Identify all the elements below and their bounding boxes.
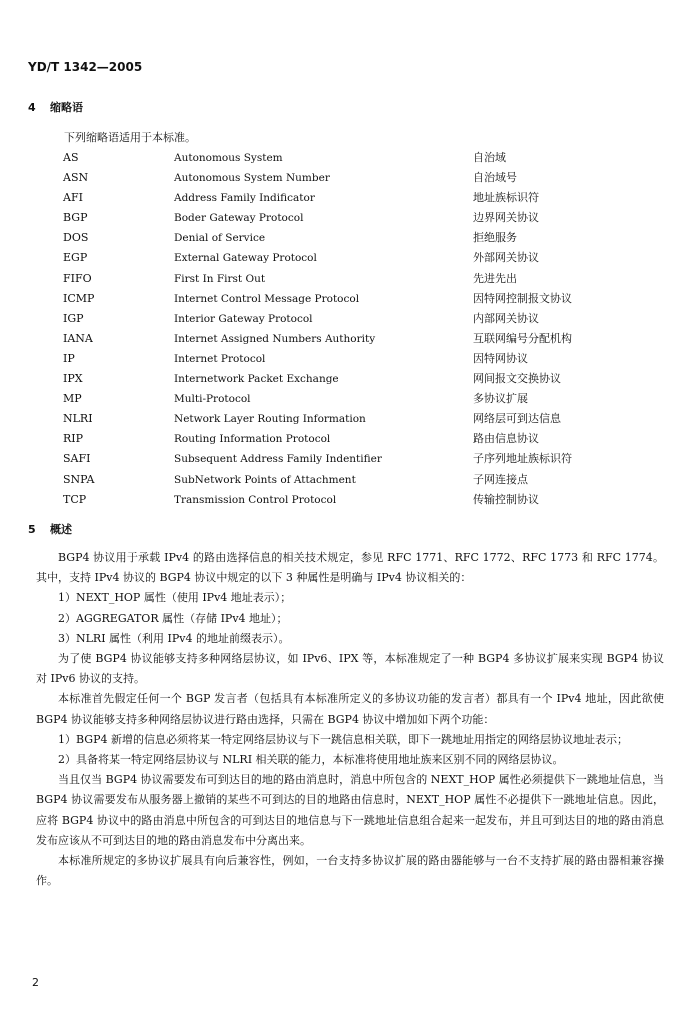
chinese-term-cell: 自治域	[473, 151, 506, 164]
english-term-cell: Boder Gateway Protocol	[174, 212, 304, 225]
abbreviation-cell: MP	[63, 392, 82, 406]
section-5-number: 5	[28, 523, 36, 536]
chinese-term-cell: 内部网关协议	[473, 311, 539, 325]
list-item: 3）NLRI 属性（利用 IPv4 的地址前缀表示）。	[58, 631, 290, 645]
abbreviations-intro: 下列缩略语适用于本标准。	[64, 131, 196, 144]
list-item: 2）AGGREGATOR 属性（存储 IPv4 地址）；	[58, 611, 288, 625]
abbreviation-cell: ASN	[63, 171, 89, 185]
overview-paragraph: 为了使 BGP4 协议能够支持多种网络层协议，如 IPv6、IPX 等，本标准规定了一种 BGP4 多协议扩展来实现 BGP4 协议对 IPv6 协议的支持。	[36, 652, 664, 686]
overview-paragraph: 本标准所规定的多协议扩展具有向后兼容性，例如，一台支持多协议扩展的路由器能够与一台不支持扩展的路由器相兼容操作。	[36, 854, 664, 888]
chinese-term-cell: 传输控制协议	[473, 492, 539, 506]
english-term-cell: Autonomous System	[174, 152, 283, 164]
chinese-term-cell: 多协议扩展	[473, 392, 528, 406]
abbreviation-cell: IPX	[63, 372, 83, 386]
chinese-term-cell: 先进先出	[473, 271, 517, 285]
document-code-header: YD/T 1342—2005	[28, 60, 143, 74]
english-term-cell: Routing Information Protocol	[174, 433, 331, 446]
english-term-cell: Internetwork Packet Exchange	[174, 373, 339, 386]
chinese-term-cell: 边界网关协议	[473, 211, 539, 225]
abbreviation-cell: DOS	[63, 231, 89, 245]
english-term-cell: Denial of Service	[174, 232, 266, 245]
abbreviation-cell: ICMP	[63, 291, 95, 305]
chinese-term-cell: 互联网编号分配机构	[473, 331, 572, 345]
list-item: 1）NEXT_HOP 属性（使用 IPv4 地址表示）；	[58, 591, 292, 605]
abbreviation-cell: BGP	[63, 211, 88, 225]
section-5-title: 概述	[50, 523, 72, 536]
section-4-number: 4	[28, 101, 36, 114]
abbreviation-cell: SAFI	[63, 452, 91, 466]
abbreviation-cell: AFI	[63, 191, 83, 205]
abbreviation-cell: AS	[63, 151, 79, 164]
chinese-term-cell: 路由信息协议	[473, 432, 539, 446]
abbreviation-cell: NLRI	[63, 412, 93, 426]
abbreviation-cell: TCP	[63, 492, 87, 506]
abbreviation-cell: EGP	[63, 251, 88, 265]
chinese-term-cell: 自治域号	[473, 171, 517, 185]
overview-body	[36, 548, 664, 891]
abbreviation-cell: RIP	[63, 432, 84, 446]
english-term-cell: Internet Control Message Protocol	[174, 292, 360, 305]
page-number: 2	[32, 976, 39, 989]
chinese-term-cell: 子网连接点	[473, 472, 528, 486]
chinese-term-cell: 因特网协议	[473, 351, 528, 365]
chinese-term-cell: 地址族标识符	[473, 191, 539, 205]
english-term-cell: External Gateway Protocol	[174, 252, 317, 265]
english-term-cell: Internet Assigned Numbers Authority	[174, 332, 376, 345]
abbreviation-cell: IANA	[63, 331, 93, 345]
chinese-term-cell: 子序列地址族标识符	[473, 452, 572, 466]
abbreviation-cell: SNPA	[63, 472, 95, 486]
english-term-cell: Interior Gateway Protocol	[174, 312, 313, 325]
overview-paragraph: BGP4 协议用于承载 IPv4 的路由选择信息的相关技术规定，参见 RFC 1771、RFC 1772、RFC 1773 和 RFC 1774。其中，支持 IPv4 协议的 BGP4 协议中规定的以下 3 种属性是明确与 IPv4 协议相关的：	[36, 551, 664, 585]
english-term-cell: Subsequent Address Family Indentifier	[174, 453, 382, 466]
section-4-title: 缩略语	[50, 101, 83, 114]
english-term-cell: Address Family Indificator	[174, 192, 315, 205]
section-4-heading	[28, 99, 83, 115]
chinese-term-cell: 外部网关协议	[473, 251, 539, 265]
chinese-term-cell: 网络层可到达信息	[473, 412, 561, 426]
overview-paragraph: 当且仅当 BGP4 协议需要发布可到达目的地的路由消息时，消息中所包含的 NEXT_HOP 属性必须提供下一跳地址信息，当 BGP4 协议需要发布从服务器上撤销的某些不可到达的目的地路由信息时，NEXT_HOP 属性不必提供下一跳地址信息。因此，应将 BGP4 协议中的路由消息中所包含的可到达目的地信息与下一跳地址信息组合起来一起发布，并且可到达目的地的路由消息发布应该从不可到达目的地的路由消息发布中分离出来。	[36, 773, 664, 847]
english-term-cell: Transmission Control Protocol	[174, 493, 337, 506]
abbreviation-cell: IP	[63, 351, 75, 365]
section-5-heading	[28, 521, 72, 537]
abbreviation-cell: IGP	[63, 311, 84, 325]
list-item: 2）具备将某一特定网络层协议与 NLRI 相关联的能力，本标准将使用地址族来区别不同的网络层协议。	[58, 753, 564, 767]
english-term-cell: Autonomous System Number	[174, 172, 330, 185]
english-term-cell: First In First Out	[174, 272, 266, 285]
overview-paragraph: 本标准首先假定任何一个 BGP 发言者（包括具有本标准所定义的多协议功能的发言者）都具有一个 IPv4 地址，因此欲使 BGP4 协议能够支持多种网络层协议进行路由选择，只需在 BGP4 协议中增加如下两个功能：	[36, 692, 664, 726]
abbreviation-cell: FIFO	[63, 271, 92, 285]
list-item: 1）BGP4 新增的信息必须将某一特定网络层协议与下一跳信息相关联，即下一跳地址用指定的网络层协议地址表示；	[58, 732, 628, 746]
english-term-cell: Multi-Protocol	[174, 393, 251, 406]
english-term-cell: Internet Protocol	[174, 352, 266, 365]
chinese-term-cell: 因特网控制报文协议	[473, 291, 572, 305]
chinese-term-cell: 拒绝服务	[473, 231, 517, 245]
english-term-cell: SubNetwork Points of Attachment	[174, 473, 356, 486]
english-term-cell: Network Layer Routing Information	[174, 413, 366, 426]
chinese-term-cell: 网间报文交换协议	[473, 372, 561, 386]
